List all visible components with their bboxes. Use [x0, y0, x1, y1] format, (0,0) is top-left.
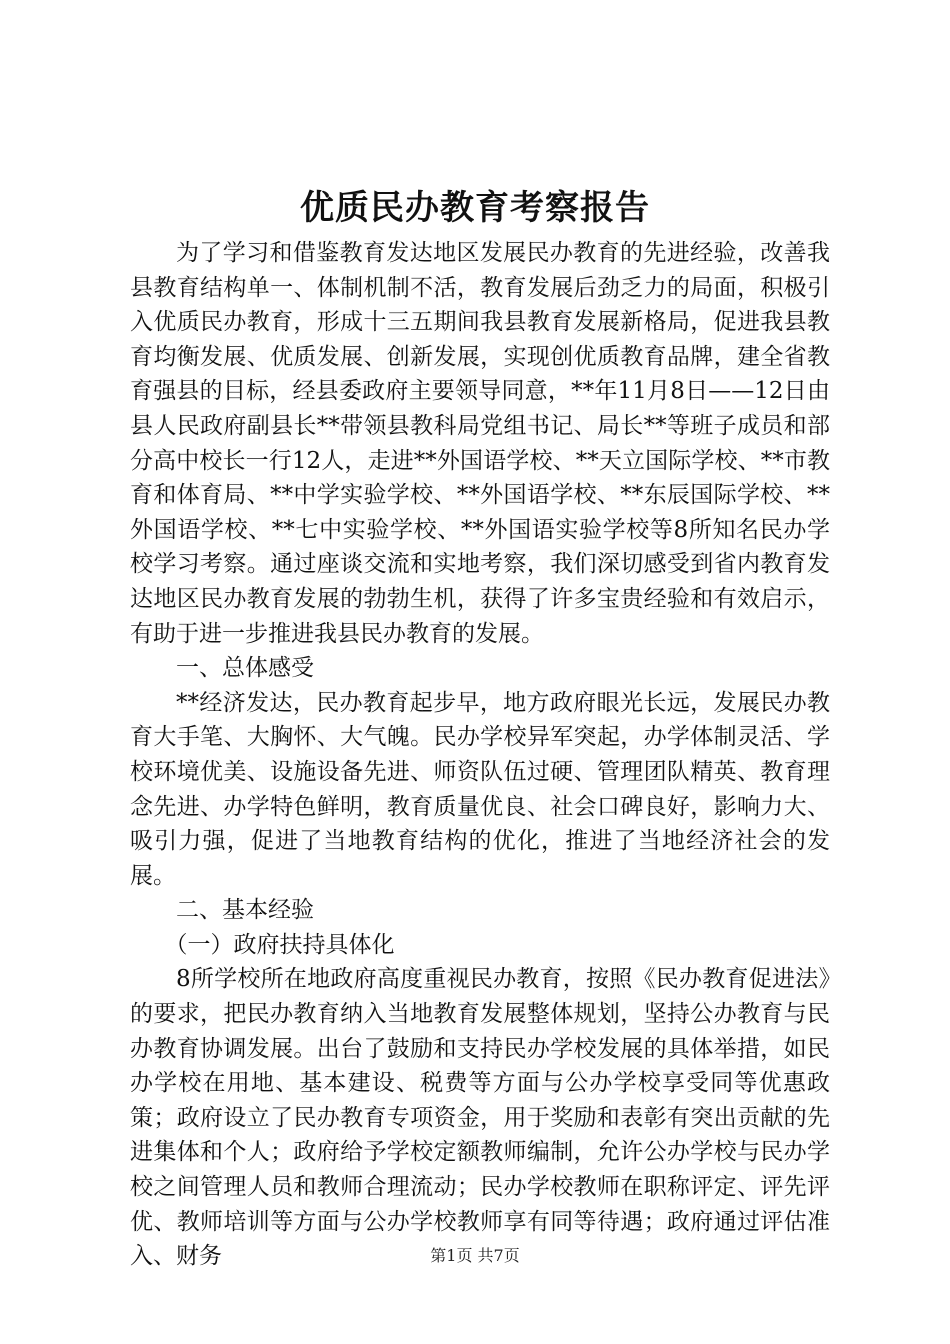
page-footer: 第1页 共7页	[430, 1246, 520, 1265]
intro-paragraph: 为了学习和借鉴教育发达地区发展民办教育的先进经验，改善我县教育结构单一、体制机制不活，教育发展后劲乏力的局面，积极引入优质民办教育，形成十三五期间我县教育发展新格局，促进我县教育均衡发展、优质发展、创新发展，实现创优质教育品牌，建全省教育强县的目标，经县委政府主要领导同意，**年11月8日——12日由县人民政府副县长**带领县教科局党组书记、局长**等班子成员和部分高中校长一行12人，走进**外国语学校、**天立国际学校、**市教育和体育局、**中学实验学校、**外国语学校、**东辰国际学校、**外国语学校、**七中实验学校、**外国语实验学校等8所知名民办学校学习考察。通过座谈交流和实地考察，我们深切感受到省内教育发达地区民办教育发展的勃勃生机，获得了许多宝贵经验和有效启示，有助于进一步推进我县民办教育的发展。	[130, 240, 830, 647]
subsection-heading-government: （一）政府扶持具体化	[164, 931, 395, 958]
document-body	[130, 236, 830, 1274]
section-heading-experience: 二、基本经验	[176, 897, 314, 924]
overall-paragraph: **经济发达，民办教育起步早，地方政府眼光长远，发展民办教育大手笔、大胸怀、大气魄。民办学校异军突起，办学体制灵活、学校环境优美、设施设备先进、师资队伍过硬、管理团队精英、教育理念先进、办学特色鲜明，教育质量优良、社会口碑良好，影响力大、吸引力强，促进了当地教育结构的优化，推进了当地经济社会的发展。	[130, 689, 830, 889]
government-paragraph: 8所学校所在地政府高度重视民办教育，按照《民办教育促进法》的要求，把民办教育纳入当地教育发展整体规划，坚持公办教育与民办教育协调发展。出台了鼓励和支持民办学校发展的具体举措，如民办学校在用地、基本建设、税费等方面与公办学校享受同等优惠政策；政府设立了民办教育专项资金，用于奖励和表彰有突出贡献的先进集体和个人；政府给予学校定额教师编制，允许公办学校与民办学校之间管理人员和教师合理流动；民办学校教师在职称评定、评先评优、教师培训等方面与公办学校教师享有同等待遇；政府通过评估准入、财务	[130, 966, 830, 1270]
document-title: 优质民办教育考察报告	[300, 188, 650, 228]
section-heading-overall: 一、总体感受	[176, 655, 314, 682]
